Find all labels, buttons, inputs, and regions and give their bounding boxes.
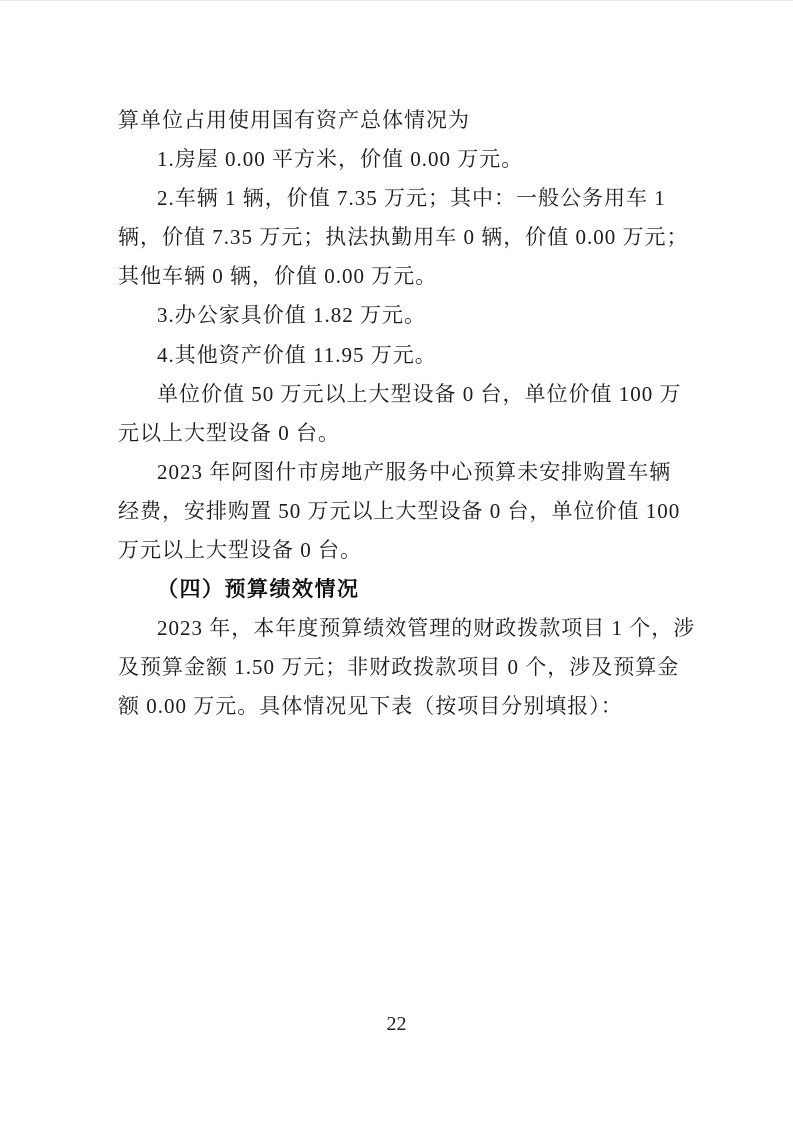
text-line: 其他车辆 0 辆，价值 0.00 万元。: [118, 264, 438, 289]
text-line: 2023 年，本年度预算绩效管理的财政拨款项目 1 个，涉: [157, 616, 696, 641]
text-line: 算单位占用使用国有资产总体情况为: [118, 108, 470, 132]
text-line: 辆，价值 7.35 万元；执法执勤用车 0 辆，价值 0.00 万元；: [118, 225, 689, 250]
text-line: 2023 年阿图什市房地产服务中心预算未安排购置车辆: [157, 459, 672, 484]
text-line: 经费，安排购置 50 万元以上大型设备 0 台，单位价值 100: [118, 498, 681, 523]
text-line: 及预算金额 1.50 万元；非财政拨款项目 0 个，涉及预算金: [118, 655, 680, 680]
text-line: 元以上大型设备 0 台。: [118, 420, 340, 445]
page-number: 22: [386, 1013, 407, 1035]
section-heading: （四）预算绩效情况: [157, 578, 360, 602]
text-line: 单位价值 50 万元以上大型设备 0 台，单位价值 100 万: [157, 381, 682, 406]
text-line: 万元以上大型设备 0 台。: [118, 538, 362, 563]
document-body: [118, 101, 696, 727]
text-line: 1.房屋 0.00 平方米，价值 0.00 万元。: [157, 147, 524, 172]
text-line: 4.其他资产价值 11.95 万元。: [157, 342, 437, 367]
text-line: 2.车辆 1 辆，价值 7.35 万元；其中：一般公务用车 1: [157, 186, 666, 211]
text-line: 3.办公家具价值 1.82 万元。: [157, 303, 426, 328]
text-line: 额 0.00 万元。具体情况见下表（按项目分别填报）：: [118, 694, 623, 719]
